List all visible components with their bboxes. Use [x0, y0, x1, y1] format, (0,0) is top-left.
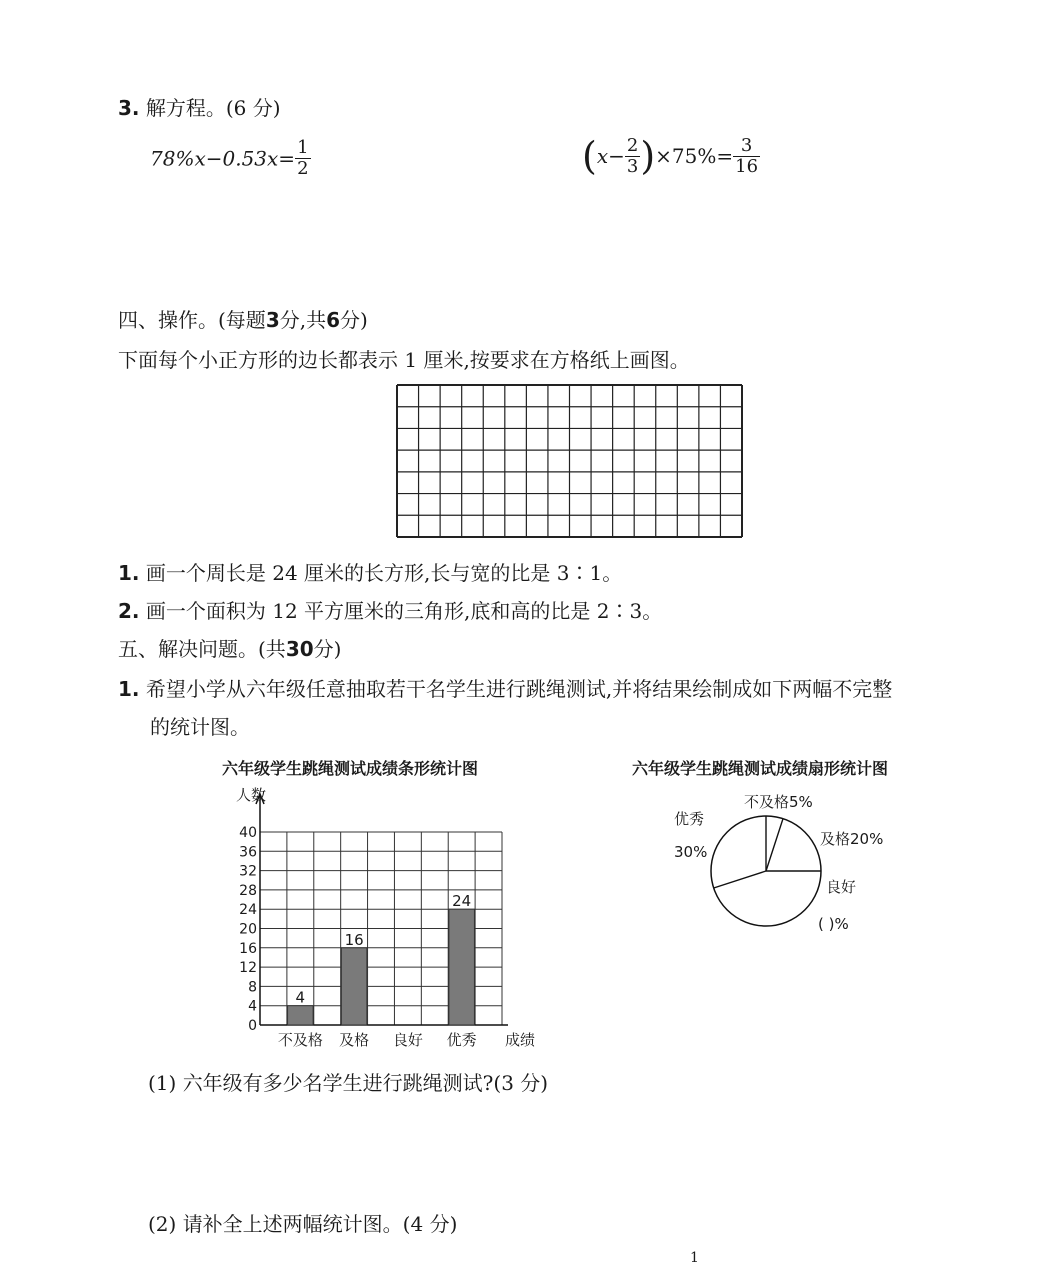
equation-2: (x− $\frac{2}{3}$ )×75%= $\frac{3}{16}$ — [582, 134, 759, 178]
y-tick-label: 20 — [239, 921, 257, 938]
pie-value-excellent: 30% — [674, 843, 708, 861]
bar — [288, 1006, 314, 1025]
bar-chart — [220, 778, 550, 1056]
y-tick-label: 16 — [239, 940, 257, 957]
bar — [341, 948, 367, 1025]
graph-paper-grid[interactable] — [395, 383, 745, 539]
section4-instruction: 下面每个小正方形的边长都表示 1 厘米,按要求在方格纸上画图。 — [118, 348, 690, 372]
draw-task-2: 2. 画一个面积为 12 平方厘米的三角形,底和高的比是 2∶3。 — [118, 599, 663, 623]
q3-heading: 3. 解方程。(6 分) — [118, 96, 281, 120]
pie-label-fail: 不及格5% — [744, 793, 813, 811]
y-tick-label: 8 — [248, 979, 257, 996]
pie-label-good: 良好 — [826, 878, 857, 896]
bar-value-label: 24 — [452, 892, 472, 911]
y-tick-label: 4 — [248, 998, 257, 1015]
equation-1: 78%x−0.53x= $\frac{1}{2}$ — [150, 137, 309, 179]
x-axis-label: 成绩 — [504, 1031, 536, 1049]
x-category-label: 不及格 — [277, 1031, 323, 1049]
y-tick-label: 24 — [239, 902, 257, 919]
section5-heading: 五、解决问题。(共30分) — [118, 637, 342, 661]
y-tick-label: 12 — [239, 960, 257, 977]
section4-heading: 四、操作。(每题3分,共6分) — [118, 308, 368, 332]
problem-1-line1: 1. 希望小学从六年级任意抽取若干名学生进行跳绳测试,并将结果绘制成如下两幅不完整 — [118, 677, 893, 701]
bar — [449, 909, 475, 1025]
sub-question-2: (2) 请补全上述两幅统计图。(4 分) — [148, 1212, 458, 1236]
y-tick-label: 40 — [239, 825, 257, 841]
problem-1-line2: 的统计图。 — [150, 715, 250, 739]
draw-task-1: 1. 画一个周长是 24 厘米的长方形,长与宽的比是 3∶1。 — [118, 561, 623, 585]
pie-chart-title: 六年级学生跳绳测试成绩扇形统计图 — [632, 759, 889, 778]
pie-label-excellent: 优秀 — [674, 810, 705, 828]
sub-question-1: (1) 六年级有多少名学生进行跳绳测试?(3 分) — [148, 1071, 549, 1095]
pie-label-pass: 及格20% — [820, 830, 884, 848]
y-tick-label: 0 — [248, 1018, 257, 1034]
pie-chart — [660, 780, 920, 950]
y-tick-label: 36 — [239, 844, 257, 861]
y-axis-label: 人数 — [236, 786, 267, 804]
bar-value-label: 16 — [344, 930, 364, 949]
y-tick-label: 32 — [239, 863, 257, 880]
x-category-label: 良好 — [392, 1031, 423, 1049]
bar-value-label: 4 — [295, 988, 306, 1007]
x-category-label: 优秀 — [446, 1031, 477, 1049]
page-mark: 1 — [690, 1250, 699, 1266]
y-tick-label: 28 — [239, 882, 257, 899]
bar-chart-title: 六年级学生跳绳测试成绩条形统计图 — [222, 759, 479, 778]
x-category-label: 及格 — [339, 1031, 370, 1049]
pie-value-good: ( )% — [818, 915, 849, 933]
